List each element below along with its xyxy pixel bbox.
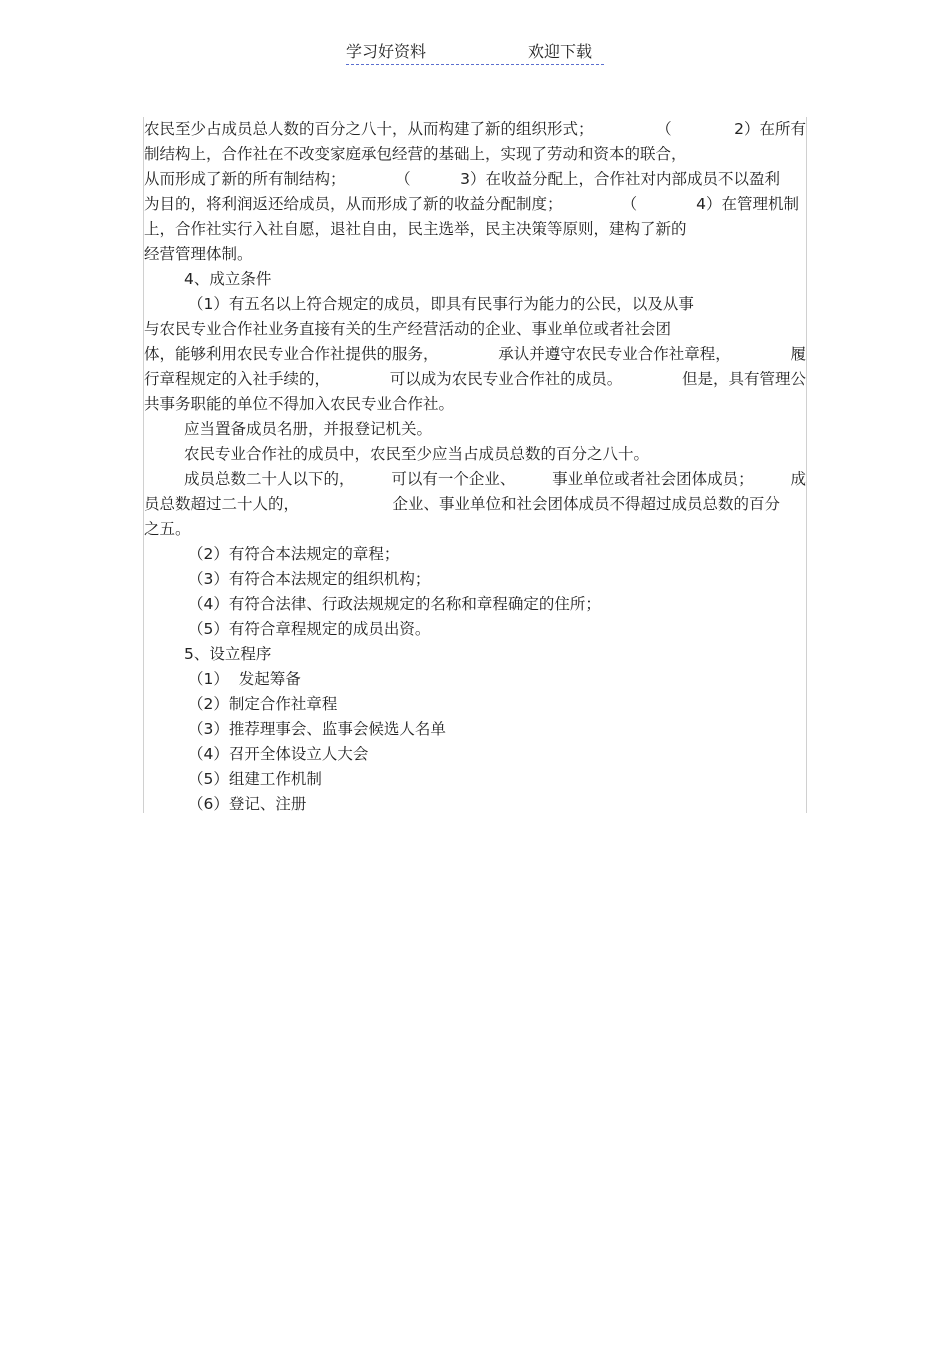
header-left-text: 学习好资料	[346, 42, 427, 61]
text-segment: 事业单位或者社会团体成员；	[552, 470, 754, 488]
paragraph-ratio: 农民专业合作社的成员中，农民至少应当占成员总数的百分之八十。	[184, 445, 650, 463]
text-segment: （	[656, 120, 672, 138]
section-4-item-2: （2）有符合本法规定的章程；	[188, 545, 400, 563]
section-4-title: 4、成立条件	[184, 270, 272, 288]
paragraph-1-line-1	[144, 117, 806, 142]
paragraph-1-line-2: 制结构上，合作社在不改变家庭承包经营的基础上，实现了劳动和资本的联合，	[144, 145, 687, 163]
section-5-step: （3）推荐理事会、监事会候选人名单	[188, 720, 446, 738]
text-segment: 员总数超过二十人的，	[144, 495, 300, 513]
section-4-item-1-line-5: 共事务职能的单位不得加入农民专业合作社。	[144, 395, 455, 413]
text-segment: 2）在所有	[734, 120, 806, 138]
text-segment: 成员总数二十人以下的，	[184, 470, 355, 488]
section-5-step: （6）登记、注册	[188, 795, 307, 813]
text-segment: 体，能够利用农民专业合作社提供的服务，	[144, 345, 439, 363]
text-segment: 可以成为农民专业合作社的成员。	[389, 370, 623, 388]
section-4-item-3: （3）有符合本法规定的组织机构；	[188, 570, 431, 588]
text-segment: 3）在收益分配上，合作社对内部成员不以盈利	[460, 170, 780, 188]
paragraph-limit-line-3: 之五。	[144, 520, 191, 538]
text-segment: （	[621, 195, 638, 213]
section-5-step: （5）组建工作机制	[188, 770, 322, 788]
text-segment: 为目的，将利润返还给成员，从而形成了新的收益分配制度；	[144, 195, 563, 213]
section-4-item-1-line-4	[144, 367, 806, 392]
text-segment: 履	[790, 345, 806, 363]
text-segment: 从而形成了新的所有制结构；	[144, 170, 346, 188]
paragraph-limit-line-1	[184, 467, 806, 492]
section-5-step: （1） 发起筹备	[188, 670, 301, 688]
section-4-item-1-line-3	[144, 342, 806, 367]
section-5-step: （4）召开全体设立人大会	[188, 745, 369, 763]
text-segment: 4）在管理机制	[696, 195, 799, 213]
section-5-title: 5、设立程序	[184, 645, 272, 663]
text-segment: 农民至少占成员总人数的百分之八十，从而构建了新的组织形式；	[144, 120, 594, 138]
section-4-item-1-line-2: 与农民专业合作社业务直接有关的生产经营活动的企业、事业单位或者社会团	[144, 320, 672, 338]
text-segment: 成	[790, 470, 806, 488]
text-segment: 企业、事业单位和社会团体成员不得超过成员总数的百分	[392, 495, 780, 513]
page-header	[346, 40, 604, 65]
paragraph-1-line-6: 经营管理体制。	[144, 245, 253, 263]
section-4-item-4: （4）有符合法律、行政法规规定的名称和章程确定的住所；	[188, 595, 601, 613]
text-segment: 可以有一个企业、	[391, 470, 516, 488]
paragraph-1-line-4	[144, 192, 799, 217]
paragraph-1-line-5: 上，合作社实行入社自愿，退社自由，民主选举，民主决策等原则，建构了新的	[144, 220, 687, 238]
section-4-item-1-line-1: （1）有五名以上符合规定的成员，即具有民事行为能力的公民，以及从事	[188, 295, 694, 313]
text-segment: （	[395, 170, 411, 188]
text-segment: 行章程规定的入社手续的，	[144, 370, 331, 388]
paragraph-1-line-3	[144, 167, 780, 192]
section-5-step: （2）制定合作社章程	[188, 695, 338, 713]
paragraph-limit-line-2	[144, 492, 780, 517]
document-body	[143, 117, 807, 813]
text-segment: 但是，具有管理公	[681, 370, 806, 388]
section-4-item-5: （5）有符合章程规定的成员出资。	[188, 620, 431, 638]
header-right-text: 欢迎下载	[528, 42, 593, 61]
text-segment: 承认并遵守农民专业合作社章程，	[498, 345, 731, 363]
paragraph-register: 应当置备成员名册，并报登记机关。	[184, 420, 433, 438]
